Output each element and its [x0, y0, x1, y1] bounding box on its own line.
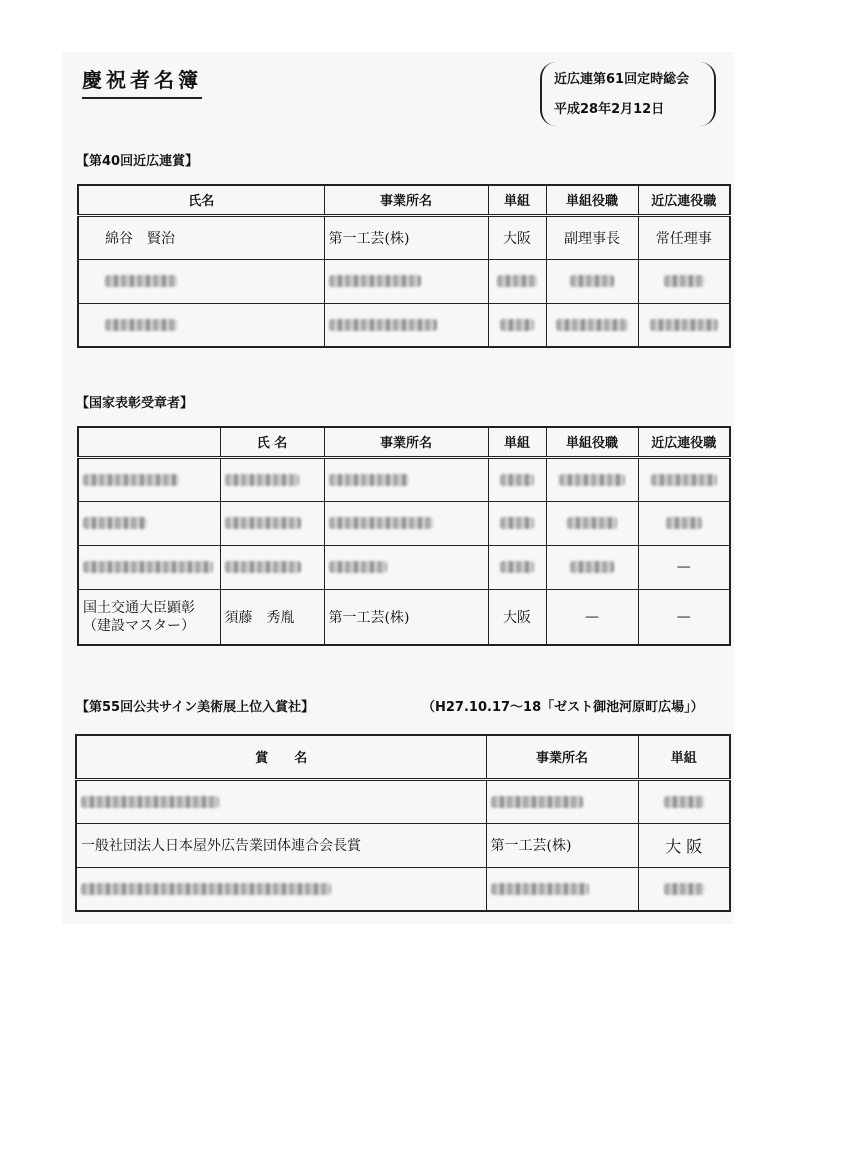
event-name: 近広連第61回定時総会: [554, 72, 690, 87]
header-union: 単組: [638, 735, 730, 779]
redacted-text: [225, 474, 299, 486]
redacted-text: [664, 883, 704, 895]
table-row-redacted: [76, 779, 730, 823]
redacted-text: [105, 275, 177, 287]
redacted-text: [570, 561, 614, 573]
redacted-text: [329, 561, 387, 573]
award-line1: 国土交通大臣顕彰: [83, 599, 195, 616]
redacted-text: [81, 883, 331, 895]
redacted-text: [83, 474, 179, 486]
table-row: [78, 589, 730, 645]
table-row-redacted: [78, 457, 730, 501]
header-company: 事業所名: [486, 735, 638, 779]
redacted-text: [329, 319, 437, 331]
cell-award: [78, 589, 220, 645]
cell-union-role: 副理事長: [546, 215, 638, 259]
section1-heading: 【第40回近広連賞】: [76, 154, 199, 169]
award-line2: （建設マスター）: [83, 617, 195, 634]
redacted-text: [497, 275, 537, 287]
cell-union: 大阪: [488, 589, 546, 645]
table-row: [76, 823, 730, 867]
redacted-text: [500, 561, 534, 573]
redacted-text: [500, 319, 534, 331]
redacted-text: [559, 474, 625, 486]
redacted-text: [500, 474, 534, 486]
cell-kinkoren-role: —: [638, 545, 730, 589]
header-name: 氏名: [78, 185, 324, 215]
redacted-text: [491, 796, 583, 808]
cell-company: 第一工芸(株): [486, 823, 638, 867]
cell-kinkoren-role: 常任理事: [638, 215, 730, 259]
cell-name: 須藤 秀胤: [220, 589, 324, 645]
header-award: [78, 427, 220, 457]
cell-union: 大阪: [488, 215, 546, 259]
table-row-redacted: [76, 867, 730, 911]
table-row-redacted: [78, 259, 730, 303]
section2-heading: 【国家表彰受章者】: [76, 396, 194, 411]
header-company: 事業所名: [324, 185, 488, 215]
header-company: 事業所名: [324, 427, 488, 457]
redacted-text: [83, 561, 213, 573]
header-union: 単組: [488, 427, 546, 457]
section3-heading: 【第55回公共サイン美術展上位入賞社】: [76, 700, 315, 715]
section3-note: （H27.10.17～18「ゼスト御池河原町広場」）: [422, 700, 704, 715]
redacted-text: [83, 517, 147, 529]
document-title: 慶祝者名簿: [82, 64, 202, 99]
redacted-text: [570, 275, 614, 287]
redacted-text: [664, 796, 704, 808]
section2-table: [77, 426, 731, 646]
table-row-redacted: [78, 303, 730, 347]
table-row: [78, 215, 730, 259]
cell-union: 大 阪: [638, 823, 730, 867]
event-date: 平成28年2月12日: [554, 102, 665, 117]
header-kinkoren-role: 近広連役職: [638, 427, 730, 457]
redacted-text: [329, 275, 421, 287]
cell-company: 第一工芸(株): [324, 589, 488, 645]
redacted-text: [225, 561, 301, 573]
header-union: 単組: [488, 185, 546, 215]
redacted-text: [329, 517, 433, 529]
redacted-text: [81, 796, 219, 808]
section1-table: [77, 184, 731, 348]
event-info-box: [540, 62, 716, 126]
header-union-role: 単組役職: [546, 427, 638, 457]
redacted-text: [329, 474, 409, 486]
section3-table: [75, 734, 731, 912]
redacted-text: [666, 517, 702, 529]
header-name: 氏 名: [220, 427, 324, 457]
redacted-text: [567, 517, 617, 529]
redacted-text: [650, 319, 718, 331]
cell-union-role: —: [546, 589, 638, 645]
cell-award-name: 一般社団法人日本屋外広告業団体連合会長賞: [76, 823, 486, 867]
header-kinkoren-role: 近広連役職: [638, 185, 730, 215]
table-row-redacted: [78, 545, 730, 589]
redacted-text: [556, 319, 628, 331]
cell-kinkoren-role: —: [638, 589, 730, 645]
redacted-text: [105, 319, 177, 331]
redacted-text: [500, 517, 534, 529]
redacted-text: [664, 275, 704, 287]
redacted-text: [651, 474, 717, 486]
cell-name: 綿谷 賢治: [78, 215, 324, 259]
cell-company: 第一工芸(株): [324, 215, 488, 259]
redacted-text: [491, 883, 589, 895]
header-award-name: 賞 名: [76, 735, 486, 779]
header-union-role: 単組役職: [546, 185, 638, 215]
redacted-text: [225, 517, 301, 529]
table-row-redacted: [78, 501, 730, 545]
